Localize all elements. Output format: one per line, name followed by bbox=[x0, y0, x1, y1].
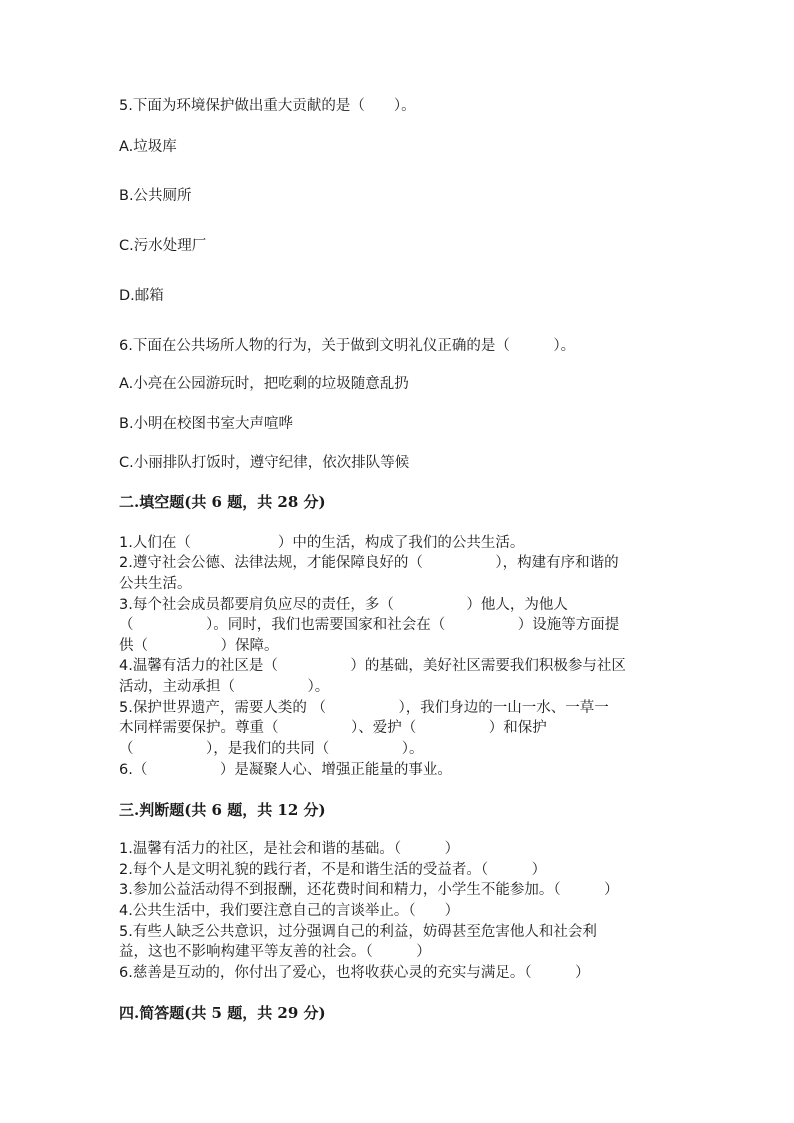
judge-line-5: 5.有些人缺乏公共意识，过分强调自己的利益，妨碍甚至危害他人和社会利 bbox=[119, 924, 597, 940]
fill-line-8: 活动，主动承担（ ）。 bbox=[119, 679, 330, 695]
judge-line-7: 6.慈善是互动的，你付出了爱心，也将收获心灵的充实与满足。（ ） bbox=[119, 965, 590, 981]
question-5-option-d: D.邮箱 bbox=[119, 288, 164, 304]
question-5-option-b: B.公共厕所 bbox=[119, 188, 192, 204]
question-5-option-a: A.垃圾库 bbox=[119, 139, 177, 155]
section-2-heading: 二.填空题(共 6 题，共 28 分) bbox=[119, 493, 326, 511]
fill-line-2: 2.遵守社会公德、法律法规，才能保障良好的（ ），构建有序和谐的 bbox=[119, 555, 619, 571]
judge-line-1: 1.温馨有活力的社区，是社会和谐的基础。（ ） bbox=[119, 841, 460, 857]
question-6-option-b: B.小明在校图书室大声喧哗 bbox=[119, 416, 294, 432]
fill-line-7: 4.温馨有活力的社区是（ ）的基础，美好社区需要我们积极参与社区 bbox=[119, 658, 626, 674]
fill-line-4: 3.每个社会成员都要肩负应尽的责任，多（ ）他人，为他人 bbox=[119, 597, 568, 613]
judge-line-3: 3.参加公益活动得不到报酬，还花费时间和精力，小学生不能参加。（ ） bbox=[119, 882, 619, 898]
fill-line-3: 公共生活。 bbox=[119, 576, 192, 592]
fill-line-6: 供（ ）保障。 bbox=[119, 638, 279, 654]
question-6-stem: 6.下面在公共场所人物的行为，关于做到文明礼仪正确的是（ ）。 bbox=[119, 338, 576, 354]
fill-line-11: （ ），是我们的共同（ ）。 bbox=[119, 741, 424, 757]
fill-line-12: 6.（ ）是凝聚人心、增强正能量的事业。 bbox=[119, 762, 452, 778]
fill-line-9: 5.保护世界遗产，需要人类的 （ ），我们身边的一山一水、一草一 bbox=[119, 700, 609, 716]
fill-line-10: 木同样需要保护。尊重（ ）、爱护（ ）和保护 bbox=[119, 720, 547, 736]
question-5-stem: 5.下面为环境保护做出重大贡献的是（ ）。 bbox=[119, 98, 416, 114]
question-6-option-c: C.小丽排队打饭时，遵守纪律，依次排队等候 bbox=[119, 455, 410, 471]
judge-line-4: 4.公共生活中，我们要注意自己的言谈举止。（ ） bbox=[119, 903, 460, 919]
judge-line-6: 益，这也不影响构建平等友善的社会。（ ） bbox=[119, 944, 431, 960]
fill-line-1: 1.人们在（ ）中的生活，构成了我们的公共生活。 bbox=[119, 535, 525, 551]
judge-line-2: 2.每个人是文明礼貌的践行者，不是和谐生活的受益者。（ ） bbox=[119, 862, 547, 878]
question-5-option-c: C.污水处理厂 bbox=[119, 238, 207, 254]
section-4-heading: 四.简答题(共 5 题，共 29 分) bbox=[119, 1004, 326, 1022]
question-6-option-a: A.小亮在公园游玩时，把吃剩的垃圾随意乱扔 bbox=[119, 376, 409, 392]
fill-line-5: （ ）。同时，我们也需要国家和社会在（ ）设施等方面提 bbox=[119, 617, 620, 633]
section-3-heading: 三.判断题(共 6 题，共 12 分) bbox=[119, 801, 326, 819]
